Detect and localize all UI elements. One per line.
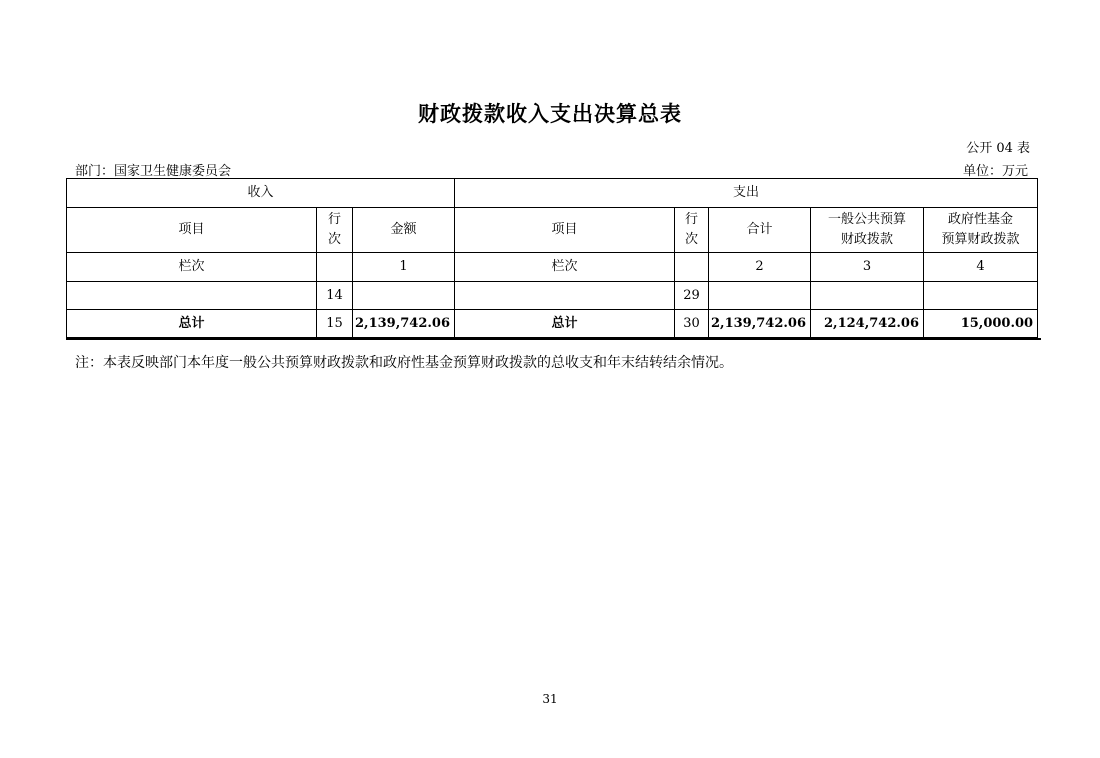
footnote: 注：本表反映部门本年度一般公共预算财政拨款和政府性基金预算财政拨款的总收支和年末结转结余情况。 [75, 355, 733, 371]
expense-line-header-1: 行 [685, 212, 699, 227]
income-line-header-1: 行 [327, 212, 341, 227]
gov-fund-header-2: 预算财政拨款 [941, 232, 1020, 247]
income-seq-label: 栏次 [67, 253, 317, 282]
budget-summary-table [66, 178, 1038, 338]
expense-seq-label: 栏次 [455, 253, 675, 282]
expense-fund-amount: 15,000.00 [924, 310, 1038, 338]
department-label: 部门：国家卫生健康委员会 [75, 164, 232, 179]
page-title: 财政拨款收入支出决算总表 [418, 101, 682, 126]
gov-fund-header-1: 政府性基金 [948, 212, 1014, 227]
table-row [67, 282, 1038, 310]
expense-general-amount: 2,124,742.06 [811, 310, 924, 338]
general-budget-header-2: 财政拨款 [841, 232, 894, 247]
income-item-header: 项目 [67, 208, 317, 253]
income-amount-header: 金额 [353, 208, 455, 253]
expense-general-cell [811, 282, 924, 310]
gov-fund-header [924, 208, 1038, 253]
expense-item-header: 项目 [455, 208, 675, 253]
expense-total-cell [709, 282, 811, 310]
income-line-header-2: 次 [327, 232, 341, 247]
expense-line-cell: 29 [675, 282, 709, 310]
table-header-row [67, 179, 1038, 208]
unit-label: 单位：万元 [962, 164, 1028, 179]
expense-line-header [675, 208, 709, 253]
income-seq-line [317, 253, 353, 282]
income-line-cell: 14 [317, 282, 353, 310]
expense-seq-line [675, 253, 709, 282]
income-total-line: 15 [317, 310, 353, 338]
sequence-row [67, 253, 1038, 282]
expense-fund-cell [924, 282, 1038, 310]
expense-seq-fund: 4 [924, 253, 1038, 282]
expense-line-header-2: 次 [685, 232, 699, 247]
general-budget-header [811, 208, 924, 253]
income-item-cell [67, 282, 317, 310]
expense-item-cell [455, 282, 675, 310]
general-budget-header-1: 一般公共预算 [828, 212, 907, 227]
expense-total-label: 总计 [455, 310, 675, 338]
income-total-amount: 2,139,742.06 [353, 310, 455, 338]
expense-seq-total: 2 [709, 253, 811, 282]
total-row [67, 310, 1038, 338]
page-number: 31 [542, 692, 558, 706]
income-line-header [317, 208, 353, 253]
column-header-row [67, 208, 1038, 253]
expense-total-amount: 2,139,742.06 [709, 310, 811, 338]
income-total-label: 总计 [67, 310, 317, 338]
table-bottom-rule [66, 338, 1041, 340]
income-amount-cell [353, 282, 455, 310]
income-header: 收入 [67, 179, 455, 208]
form-number: 公开 04 表 [966, 141, 1030, 156]
expense-seq-general: 3 [811, 253, 924, 282]
income-seq-amount: 1 [353, 253, 455, 282]
expense-header: 支出 [455, 179, 1038, 208]
expense-total-line: 30 [675, 310, 709, 338]
expense-total-header: 合计 [709, 208, 811, 253]
